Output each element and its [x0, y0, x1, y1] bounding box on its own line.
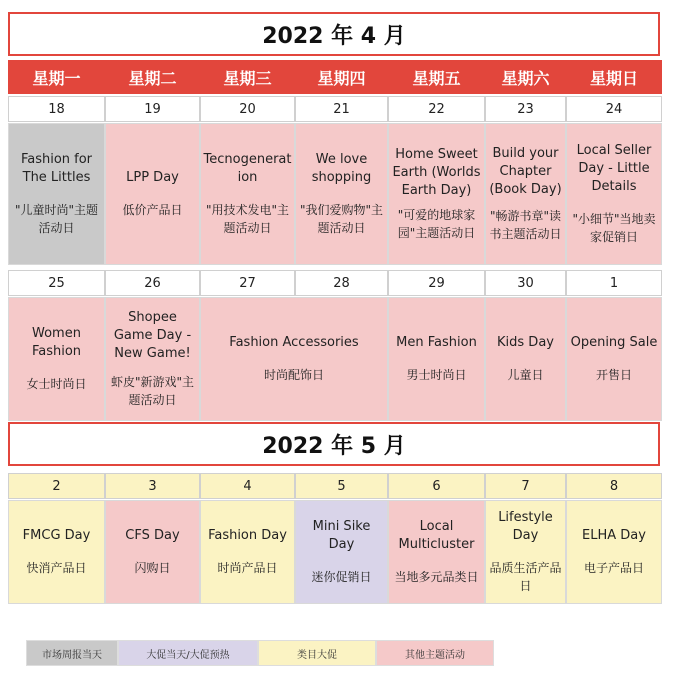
- weekday-thu: 星期四: [295, 60, 388, 94]
- weekday-tue: 星期二: [105, 60, 200, 94]
- event-title: ELHA Day: [582, 528, 646, 543]
- event-title: Kids Day: [497, 335, 554, 350]
- event-title: Men Fashion: [396, 335, 477, 350]
- event-title: FMCG Day: [22, 528, 91, 543]
- event-cell: [105, 123, 200, 265]
- day-number: 22: [388, 96, 485, 122]
- event-subtitle: "用技术发电"主题活动日: [205, 203, 290, 235]
- legend-other-theme: 其他主题活动: [376, 640, 494, 666]
- day-number: 26: [105, 270, 200, 296]
- day-number: 23: [485, 96, 566, 122]
- day-number: 2: [8, 473, 105, 499]
- weekday-mon: 星期一: [8, 60, 105, 94]
- event-title: Fashion for The Littles: [20, 152, 93, 185]
- event-subtitle: 闪购日: [134, 561, 171, 575]
- event-title: Lifestyle Day: [498, 510, 553, 543]
- event-cell: [295, 500, 388, 604]
- event-title: Shopee Game Day - New Game!: [113, 310, 192, 361]
- event-cell: [566, 500, 662, 604]
- day-number: 7: [485, 473, 566, 499]
- event-subtitle: 时尚产品日: [217, 561, 278, 575]
- event-cell: [105, 500, 200, 604]
- event-subtitle: "可爱的地球家园"主题活动日: [397, 208, 476, 240]
- event-cell: [8, 123, 105, 265]
- event-title: Women Fashion: [31, 326, 82, 359]
- event-title: Local Multicluster: [398, 519, 475, 552]
- event-cell: [485, 123, 566, 265]
- day-number: 20: [200, 96, 295, 122]
- event-subtitle: 电子产品日: [583, 561, 644, 575]
- event-subtitle: 开售日: [595, 368, 632, 382]
- event-cell: [485, 297, 566, 421]
- event-cell: [8, 297, 105, 421]
- event-cell: [566, 123, 662, 265]
- day-number: 29: [388, 270, 485, 296]
- event-cell: [105, 297, 200, 421]
- event-subtitle: "儿童时尚"主题活动日: [14, 203, 99, 235]
- event-subtitle: "我们爱购物"主题活动日: [299, 203, 384, 235]
- event-subtitle: 虾皮"新游戏"主题活动日: [110, 375, 195, 407]
- day-number: 27: [200, 270, 295, 296]
- event-cell: [8, 500, 105, 604]
- weekday-wed: 星期三: [200, 60, 295, 94]
- event-subtitle: 迷你促销日: [311, 570, 372, 584]
- event-subtitle: 女士时尚日: [26, 377, 87, 391]
- event-title: Fashion Accessories: [229, 335, 359, 350]
- day-number: 6: [388, 473, 485, 499]
- legend-category-promo: 类目大促: [258, 640, 376, 666]
- day-number: 18: [8, 96, 105, 122]
- event-subtitle: 低价产品日: [122, 203, 183, 217]
- event-cell: [200, 500, 295, 604]
- day-number: 3: [105, 473, 200, 499]
- day-number: 5: [295, 473, 388, 499]
- event-title: Opening Sale: [570, 335, 658, 350]
- event-title: We love shopping: [311, 152, 372, 185]
- event-cell: [295, 123, 388, 265]
- event-cell: [200, 123, 295, 265]
- day-number: 30: [485, 270, 566, 296]
- day-number: 8: [566, 473, 662, 499]
- day-number: 28: [295, 270, 388, 296]
- event-cell: [388, 123, 485, 265]
- day-number: 24: [566, 96, 662, 122]
- day-number: 4: [200, 473, 295, 499]
- april-title: 2022 年 4 月: [8, 12, 660, 56]
- weekday-fri: 星期五: [388, 60, 485, 94]
- event-subtitle: "畅游书章"读书主题活动日: [489, 209, 562, 241]
- event-subtitle: 男士时尚日: [406, 368, 467, 382]
- event-cell: [566, 297, 662, 421]
- event-cell: [485, 500, 566, 604]
- day-number: 19: [105, 96, 200, 122]
- may-title: 2022 年 5 月: [8, 422, 660, 466]
- event-title: Local Seller Day - Little Details: [576, 143, 652, 194]
- event-title: Tecnogeneration: [203, 152, 292, 185]
- event-subtitle: 快消产品日: [26, 561, 87, 575]
- event-cell: [200, 297, 388, 421]
- day-number: 25: [8, 270, 105, 296]
- day-number: 21: [295, 96, 388, 122]
- day-number: 1: [566, 270, 662, 296]
- weekday-sun: 星期日: [566, 60, 662, 94]
- event-subtitle: 儿童日: [507, 368, 544, 382]
- event-subtitle: 品质生活产品日: [489, 561, 562, 593]
- event-title: Home Sweet Earth (Worlds Earth Day): [392, 147, 481, 198]
- event-subtitle: "小细节"当地卖家促销日: [572, 212, 656, 244]
- event-title: Build your Chapter (Book Day): [489, 146, 562, 197]
- event-title: LPP Day: [126, 170, 179, 185]
- event-subtitle: 时尚配饰日: [263, 368, 324, 382]
- event-cell: [388, 297, 485, 421]
- event-cell: [388, 500, 485, 604]
- event-subtitle: 当地多元品类日: [394, 570, 479, 584]
- event-title: Mini Sike Day: [312, 519, 371, 552]
- event-title: Fashion Day: [208, 528, 287, 543]
- event-title: CFS Day: [125, 528, 180, 543]
- legend-market-weekly: 市场周报当天: [26, 640, 118, 666]
- weekday-sat: 星期六: [485, 60, 566, 94]
- legend-big-promo: 大促当天/大促预热: [118, 640, 258, 666]
